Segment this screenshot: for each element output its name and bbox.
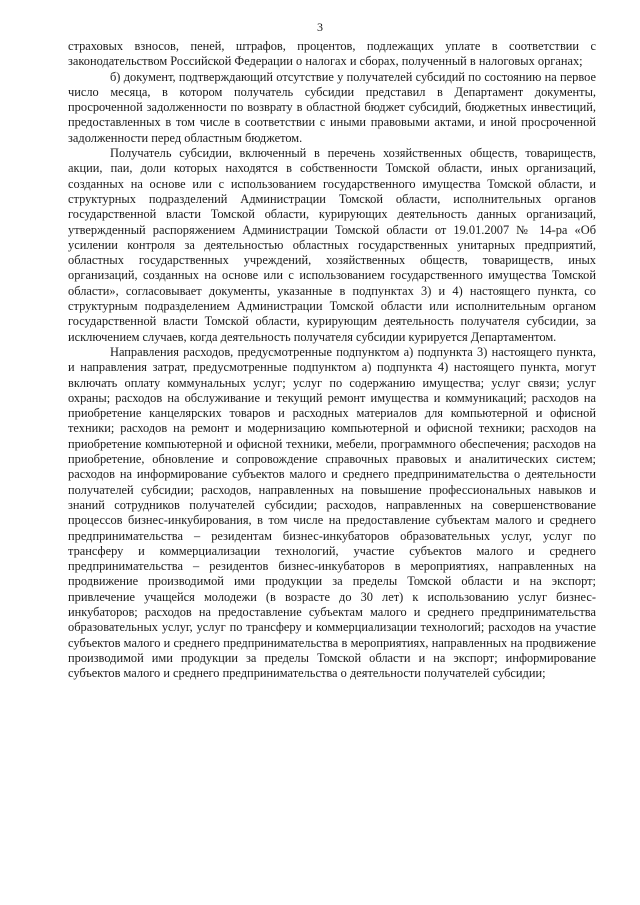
document-body: [68, 39, 596, 681]
paragraph: страховых взносов, пеней, штрафов, процентов, подлежащих уплате в соответствии с законодательством Российской Федерации о налогах и сборах, полученный в налоговых органах;: [68, 39, 596, 69]
paragraph: Получатель субсидии, включенный в перечень хозяйственных обществ, товариществ, акции, паи, доли которых находятся в собственности Томской области, иных организаций, созданных на основе или с использованием государственного имущества Томской области, и структурных подразделений Администрации Томской области, исполнительных органов государственной власти Томской области, курирующих деятельность данных организаций, утвержденный распоряжением Администрации Томской области от 19.01.2007 № 14-ра «Об усилении контроля за деятельностью областных государственных унитарных предприятий, областных государственных учреждений, хозяйственных обществ, товариществ, иных организаций, созданных на основе или с использованием государственного имущества Томской области», согласовывает документы, указанные в подпунктах 3) и 4) настоящего пункта, со структурным подразделением Администрации Томской области или исполнительным органом государственной власти Томской области, курирующим деятельность получателя субсидии, за исключением случаев, когда деятельность получателя субсидии курируется Департаментом.: [68, 146, 596, 344]
paragraph: Направления расходов, предусмотренные подпунктом а) подпункта 3) настоящего пункта, и направления затрат, предусмотренные подпунктом а) подпункта 4) настоящего пункта, могут включать оплату коммунальных услуг; услуг по содержанию имущества; услуг связи; услуг охраны; расходов на обслуживание и текущий ремонт имущества и коммуникаций; расходов на приобретение канцелярских товаров и расходных материалов для компьютерной и офисной техники; расходов на ремонт и модернизацию компьютерной и офисной техники; расходов на приобретение компьютерной и офисной техники, мебели, программного обеспечения; расходов на приобретение, обновление и сопровождение справочных правовых и аналитических систем; расходов на информирование субъектов малого и среднего предпринимательства о деятельности получателей субсидии; расходов, направленных на повышение профессиональных навыков и знаний сотрудников получателей субсидии; расходов, направленных на совершенствование процессов бизнес-инкубирования, в том числе на предоставление субъектам малого и среднего предпринимательства – резидентам бизнес-инкубаторов образовательных услуг, услуг по трансферу и коммерциализации технологий, участие субъектов малого и среднего предпринимательства – резидентов бизнес-инкубаторов в мероприятиях, направленных на продвижение производимой ими продукции за пределы Томской области и на экспорт; привлечение учащейся молодежи (в возрасте до 30 лет) к использованию услуг бизнес-инкубаторов; расходов на предоставление субъектам малого и среднего предпринимательства образовательных услуг, услуг по трансферу и коммерциализации технологий; расходов на участие субъектов малого и среднего предпринимательства в мероприятиях, направленных на продвижение производимой ими продукции за пределы Томской области и на экспорт; информирование субъектов малого и среднего предпринимательства о деятельности получателей субсидии;: [68, 344, 596, 681]
page-number: 3: [317, 20, 323, 34]
paragraph: б) документ, подтверждающий отсутствие у получателей субсидий по состоянию на первое число месяца, в котором получатель субсидии представил в Департамент документы, просроченной задолженности по возврату в областной бюджет субсидий, бюджетных инвестиций, предоставленных в том числе в соответствии с иными правовыми актами, и иной просроченной задолженности перед областным бюджетом.: [68, 69, 596, 145]
